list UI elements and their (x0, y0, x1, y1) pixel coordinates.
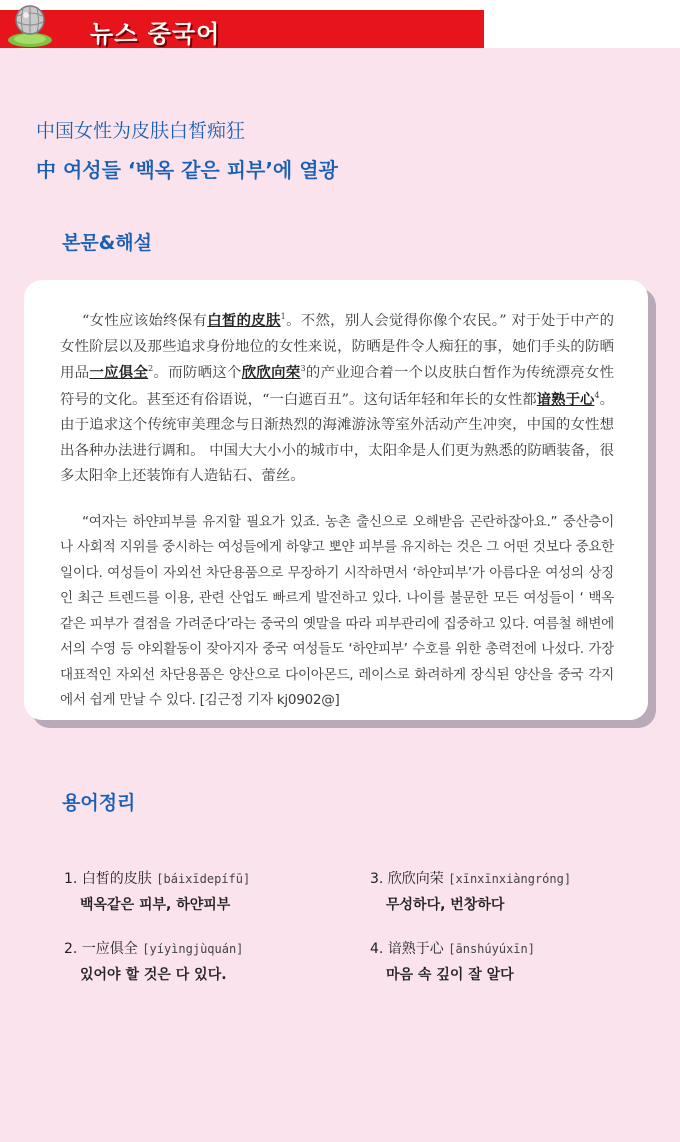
body-text: 。由于追求这个传统审美理念与日渐热烈的海滩游泳等室外活动产生冲突，中国的女性想出各种办法进行调和。 中国大大小小的城市中，太阳伞是人们更为熟悉的防晒装备，很多太阳伞上还装饰有人造钻石、蕾丝。 (60, 391, 614, 484)
footnote-2: 2 (148, 364, 154, 374)
vocab-number: 4. (370, 941, 384, 957)
vocab-item-3 (370, 868, 670, 914)
footnote-1: 1 (280, 312, 286, 322)
vocab-number: 2. (64, 941, 78, 957)
footnote-3: 3 (300, 364, 306, 374)
vocab-pinyin: [ānshúyúxīn] (448, 942, 535, 956)
body-section-heading: 본문&해설 (62, 232, 152, 254)
vocab-number: 1. (64, 871, 78, 887)
term-2: 一应俱全 (89, 364, 149, 381)
term-3: 欣欣向荣 (241, 364, 301, 381)
vocab-word: 欣欣向荣 (387, 871, 444, 887)
article-body-card (24, 280, 648, 720)
body-text: “女性应该始终保有 (82, 313, 208, 329)
vocab-word: 谙熟于心 (387, 941, 444, 957)
vocab-meaning: 마음 속 깊이 잘 알다 (386, 967, 514, 983)
vocab-item-1 (64, 868, 364, 914)
vocab-pinyin: [xīnxīnxiàngróng] (448, 872, 572, 886)
body-text: 。而防晒这个 (153, 365, 242, 381)
header-title: 뉴스 중국어 (90, 20, 221, 48)
body-text: 。不然，别人会觉得你像个农民。” 对于处于中产的女性阶层以及那些追求身份地位的女性来说，防晒是件令人痴狂的事，她们手头的防晒用品 (60, 313, 615, 381)
globe-logo-icon (4, 2, 56, 48)
vocab-word: 白皙的皮肤 (81, 871, 152, 887)
article-title-cn: 中国女性为皮肤白皙痴狂 (36, 120, 246, 142)
term-1: 白皙的皮肤 (207, 312, 281, 329)
vocab-word: 一应俱全 (81, 941, 138, 957)
body-paragraph-ko: “여자는 하얀피부를 유지할 필요가 있죠. 농촌 출신으로 오해받음 곤란하잖아요.” 중산층이나 사회적 지위를 중시하는 여성들에게 하얗고 뽀얀 피부를 유지하는 것은 그 어떤 것보다 중요한 일이다. 여성들이 자외선 차단용품으로 무장하기 시작하면서 ‘하얀피부’가 아름다운 여성의 상징인 최근 트렌드를 이용, 관련 산업도 빠르게 발전하고 있다. 나이를 불문한 모든 여성들이 ‘ 백옥 같은 피부가 결점을 가려준다’라는 중국의 옛말을 따라 피부관리에 집중하고 있다. 여름철 해변에서의 수영 등 야외활동이 잦아지자 중국 여성들도 ‘하얀피부’ 수호를 위한 총력전에 나섰다. 가장 대표적인 자외선 차단용품은 양산으로 다이아몬드, 레이스로 화려하게 장식된 양산을 중국 각지에서 쉽게 만날 수 있다. [김근정 기자 kj0902@] (60, 513, 614, 708)
article-title-ko: 中 여성들 ‘백옥 같은 피부’에 열광 (36, 158, 338, 182)
vocab-meaning: 백옥같은 피부, 하얀피부 (80, 897, 231, 913)
vocab-number: 3. (370, 871, 384, 887)
term-4: 谙熟于心 (536, 390, 595, 408)
vocab-item-4 (370, 938, 670, 984)
header-bar (0, 10, 484, 48)
vocab-meaning: 있어야 할 것은 다 있다. (80, 967, 227, 983)
vocab-pinyin: [yíyìngjùquán] (142, 942, 244, 956)
body-paragraph-cn (60, 308, 614, 490)
vocab-item-2 (64, 938, 364, 984)
vocab-section-heading: 용어정리 (62, 792, 136, 814)
body-text: 的产业迎合着一个以皮肤白皙作为传统漂亮女性符号的文化。甚至还有俗语说，“一白遮百丑”。这句话年轻和年长的女性都 (60, 365, 614, 408)
vocab-pinyin: [báixīdepífū] (156, 872, 251, 886)
content-area (0, 48, 680, 1142)
vocab-meaning: 무성하다, 번창하다 (386, 897, 505, 913)
footnote-4: 4 (594, 390, 600, 400)
